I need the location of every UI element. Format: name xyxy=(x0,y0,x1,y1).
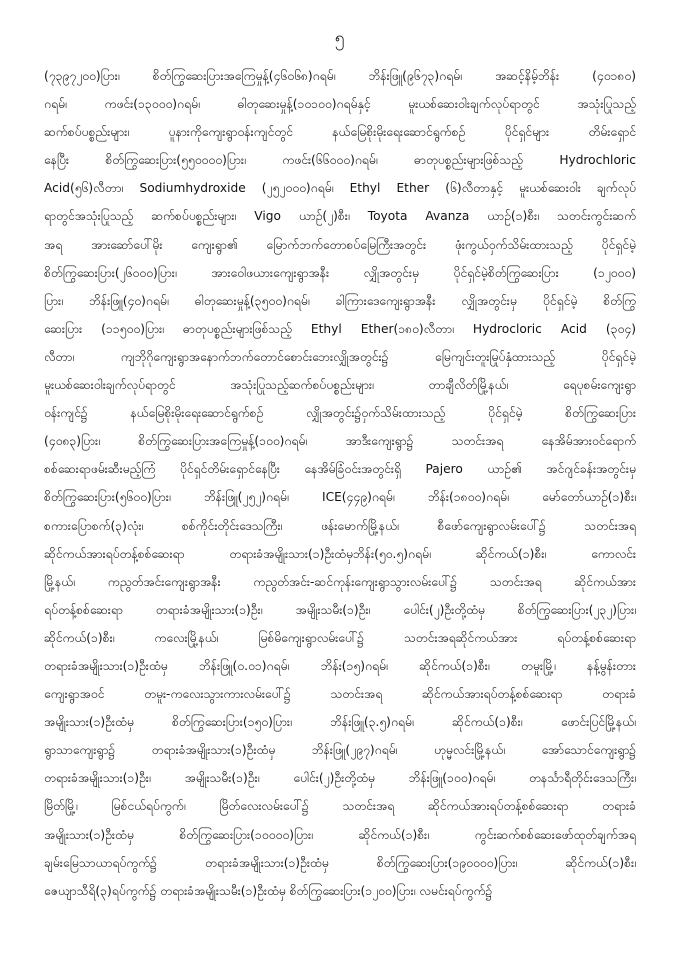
text-line: ရပ်တန့်စစ်ဆေးရာ တရားခံအမျိုးသား(၁)ဦး၊ အမျိုးသမီး(၁)ဦး၊ ပေါင်း(၂)ဦးတို့ထံမှ စိတ်ကြွဆေးပြား(၂၃၂)ပြား၊ xyxy=(44,602,636,617)
text-line: ဆိုင်ကယ်အားရပ်တန့်စစ်ဆေးရာ တရားခံအမျိုးသား(၁)ဦးထံမှဘိန်း(၅၀.၅)ဂရမ်၊ ဆိုင်ကယ်(၁)စီး၊ ကောလင်း xyxy=(44,546,636,561)
text-line: ဂရမ်၊ ကဖင်း(၁၃၀၀၀)ဂရမ်၊ ဓါတုဆေးမှုန့်(၁၀၁၀၀)ဂရမ်နှင့် မူးယစ်ဆေးဝါးချက်လုပ်ရာတွင် အသုံးပြုသည့် xyxy=(44,97,636,112)
text-line: ဝန်းကျင်၌ နယ်မြေစိုးမိုးရေးဆောင်ရွက်စဉ် လျှိုအတွင်း၌ဝှက်သိမ်းထားသည့် ပိုင်ရှင်မဲ့ စိတ်ကြွဆေးပြား xyxy=(44,406,636,421)
text-line: ကျေးရွာအဝင် တမူး-ကလေးသွားကားလမ်းပေါ်၌ သတင်းအရ ဆိုင်ကယ်အားရပ်တန့်စစ်ဆေးရာ တရားခံ xyxy=(44,687,636,702)
text-line: ဆေးပြား (၁၁၅၀၀)ပြား၊ ဓာတုပစ္စည်းများဖြစ်သည့် Ethyl Ether(၁၈၀)လီတာ၊ Hydrocloric Acid (၃၀၄) xyxy=(44,321,636,336)
text-line: မြိတ်မြို့၊ မြစ်ငယ်ရပ်ကွက်၊ မြိတ်လေးလမ်းပေါ်၌ သတင်းအရ ဆိုင်ကယ်အားရပ်တန့်စစ်ဆေးရာ တရားခံ xyxy=(44,799,636,814)
text-line: ဆက်စပ်ပစ္စည်းများ၊ ပူနားကိုကျေးရွာဝန်းကျင်တွင် နယ်မြေစိုးမိုးရေးဆောင်ရွက်စဉ် ပိုင်ရှင်များ တိမ်းရှောင် xyxy=(44,125,636,140)
text-line: ဆိုင်ကယ်(၁)စီး၊ ကလေးမြို့နယ်၊ မြစ်မိကျေးရွာလမ်းပေါ်၌ သတင်းအရဆိုင်ကယ်အား ရပ်တန့်စစ်ဆေးရာ xyxy=(44,630,636,645)
text-line: (၇၃၉၇၂၀၀)ပြား၊ စိတ်ကြွဆေးပြားအကြေမှုန့်(၄၆၀၆၈)ဂရမ်၊ ဘိန်းဖြူ(၉၆၇၃)ဂရမ်၊ အဆင့်နိမ့်ဘိန်း (၄၀၁၈၀) xyxy=(44,69,636,83)
text-line: ရာတွင်အသုံးပြုသည့် ဆက်စပ်ပစ္စည်းများ၊ Vigo ယာဉ်(၂)စီး၊ Toyota Avanza ယာဉ်(၁)စီး၊ သတင်းကွင်းဆက် xyxy=(44,209,636,224)
text-line: Acid(၅၆)လီတာ၊ Sodiumhydroxide (၂၅၂၀၀၀)ဂရမ်၊ Ethyl Ether (၆)လီတာနှင့် မူးယစ်ဆေးဝါး ချက်လုပ် xyxy=(44,181,636,196)
text-line: စကားပြောစက်(၃)လုံး၊ စစ်ကိုင်းတိုင်းဒေသကြီး၊ ဖန်းမောက်မြို့နယ်၊ စီဖော်ကျေးရွာလမ်းပေါ်၌ သတင်းအရ xyxy=(44,518,636,533)
page-number: ၅ xyxy=(334,28,345,48)
text-line: ရွာသာကျေးရွာ၌ တရားခံအမျိုးသား(၁)ဦးထံမှ ဘိန်းဖြူ(၂၉၇)ဂရမ်၊ ဟုမ္မလင်းမြို့နယ်၊ အော်သောင်ကျေးရွာ၌ xyxy=(44,743,636,758)
body-paragraph xyxy=(44,62,636,905)
text-line: တရားခံအမျိုးသား(၁)ဦး၊ အမျိုးသမီး(၁)ဦး၊ ပေါင်း(၂)ဦးတို့ထံမှ ဘိန်းဖြူ(၁၀၀)ဂရမ်၊ တနင်္သာရီတိုင်းဒေသကြီး၊ xyxy=(44,771,636,786)
text-line: စစ်ဆေးရာဖမ်းဆီးမည့်ကြံ ပိုင်ရှင်တိမ်းရှောင်နေပြီး နေအိမ်ခြံဝင်းအတွင်းရှိ Pajero ယာဉ်၏ အင်ဂျင်ခန်းအတွင်းမှ xyxy=(44,462,636,477)
text-line: နေပြီး စိတ်ကြွဆေးပြား(၅၅၀၀၀၀)ပြား၊ ကဖင်း(၆၆၀၀၀)ဂရမ်၊ ဓာတုပစ္စည်းများဖြစ်သည့် Hydrochloric xyxy=(44,153,636,168)
text-line: ပြား၊ ဘိန်းဖြူ(၄၀)ဂရမ်၊ ဓါတုဆေးမှုန့်(၃၅၀၀)ဂရမ်၊ ခါကြားဒေကျေးရွာအနီး လျှိုအတွင်းမှ ပိုင်ရှင်မဲ့ စိတ်ကြွ xyxy=(44,293,636,308)
text-line: (၄၀၈၃)ပြား၊ စိတ်ကြွဆေးပြားအကြေမှုန့်(၁၀၀)ဂရမ်၊ အာဒီးကျေးရွာ၌ သတင်းအရ နေအိမ်အားဝင်ရောက် xyxy=(44,434,636,449)
text-line: စိတ်ကြွဆေးပြား(၂၆၀၀၀)ပြား၊ အားဝေါဖယားကျေးရွာအနီး လျှိုအတွင်းမှ ပိုင်ရှင်မဲ့စိတ်ကြွဆေးပြား (၁၂၀၀၀) xyxy=(44,265,636,280)
text-line: စိတ်ကြွဆေးပြား(၅၆၀၀)ပြား၊ ဘိန်းဖြူ(၂၅၂)ဂရမ်၊ ICE(၄၄၉)ဂရမ်၊ ဘိန်း(၁၈၀၀)ဂရမ်၊ မော်တော်ယာဉ်(၁)စီး၊ xyxy=(44,490,636,505)
text-line: လီတာ၊ ကျဘိုဂိုကျေးရွာအနောက်ဘက်တောင်စောင်းဘေးလျှိုအတွင်း၌ မြေကျင်းတူးမြုပ်နှံထားသည့် ပိုင်ရှင်မဲ့ xyxy=(44,349,636,364)
text-line: အမျိုးသား(၁)ဦးထံမှ စိတ်ကြွဆေးပြား(၁၀၀၀၀)ပြား၊ ဆိုင်ကယ်(၁)စီး၊ ကွင်းဆက်စစ်ဆေးဖော်ထုတ်ချက်အရ xyxy=(44,827,636,842)
text-line: ချမ်းမြေသာယာရပ်ကွက်၌ တရားခံအမျိုးသား(၁)ဦးထံမှ စိတ်ကြွဆေးပြား(၁၉၀၀၀၀)ပြား၊ ဆိုင်ကယ်(၁)စီး၊ xyxy=(44,855,636,870)
text-line: မူးယစ်ဆေးဝါးချက်လုပ်ရာတွင် အသုံးပြုသည့်ဆက်စပ်ပစ္စည်းများ၊ တာချီလိတ်မြို့နယ်၊ ရေပုစမ်းကျေးရွာ xyxy=(44,378,636,393)
text-line: မြို့နယ်၊ ကညွတ်အင်းကျေးရွာအနီး ကညွတ်အင်း-ဆင်ကုန်းကျေးရွာသွားလမ်းပေါ်၌ သတင်းအရ ဆိုင်ကယ်အား xyxy=(44,574,636,589)
text-line: တရားခံအမျိုးသား(၁)ဦးထံမှ ဘိန်းဖြူ(၀.၀၁)ဂရမ်၊ ဘိန်း(၁၅)ဂရမ်၊ ဆိုင်ကယ်(၁)စီး၊ တမူးမြို့၊ နန့်မွန်းတား xyxy=(44,658,636,673)
text-line: အရ အားဆော်ပေါ်မိုး ကျေးရွာ၏ မြောက်ဘက်တောစပ်မြေကြီးအတွင်း ဖုံးကွယ်ဝှက်သိမ်းထားသည့် ပိုင်ရှင်မဲ့ xyxy=(44,237,636,252)
text-line: ဇေယျာသီရိ(၃)ရပ်ကွက်၌ တရားခံအမျိုးသမီး(၁)ဦးထံမှ စိတ်ကြွဆေးပြား(၁၂၀၀)ပြား၊ လမင်းရပ်ကွက်၌ xyxy=(44,883,493,898)
text-line: အမျိုးသား(၁)ဦးထံမှ စိတ်ကြွဆေးပြား(၁၅၀)ပြား၊ ဘိန်းဖြူ(၃.၅)ဂရမ်၊ ဆိုင်ကယ်(၁)စီး၊ ဖောင်းပြင်မြို့နယ်၊ xyxy=(44,715,636,730)
